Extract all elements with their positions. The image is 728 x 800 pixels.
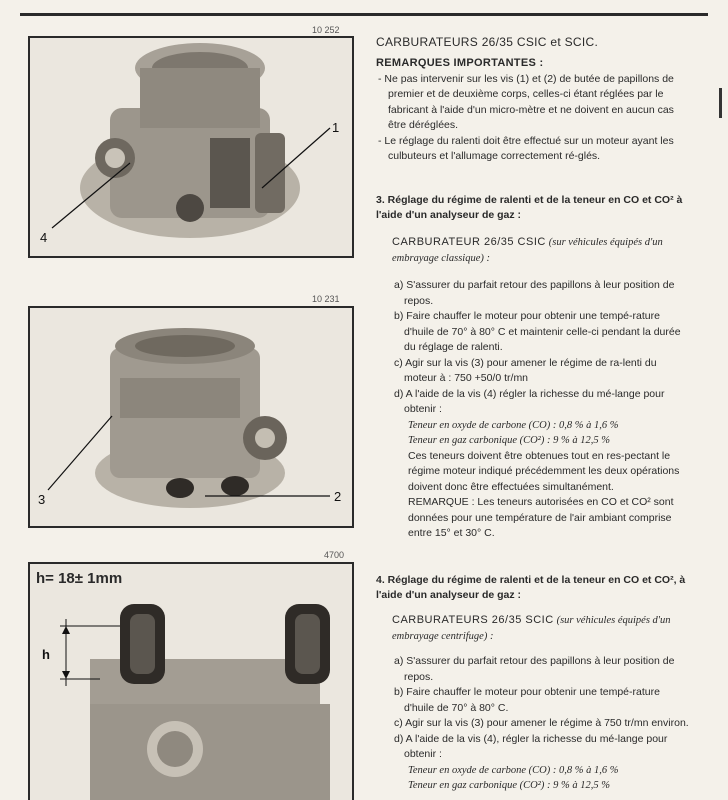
fig3-ref: 4700	[324, 550, 345, 560]
h-marker: h	[42, 647, 50, 662]
s4-co: Teneur en oxyde de carbone (CO) : 0,8 % à 1,6 %	[408, 764, 619, 776]
section-4-subnote: (sur véhicules équipés d'un embrayage centrifuge) :	[392, 615, 671, 642]
s4-co2: Teneur en gaz carbonique (CO²) : 9 % à 12,5 %	[408, 780, 610, 791]
callout-1: 1	[332, 120, 340, 135]
s3-co: Teneur en oxyde de carbone (CO) : 0,8 % à 1,6 %	[408, 419, 619, 431]
s3-item-d: d) A l'aide de la vis (4) régler la richesse du mé-lange pour obtenir :	[394, 387, 665, 415]
margin-tab	[719, 88, 722, 118]
s3-item-b: b) Faire chauffer le moteur pour obtenir une tempé-rature d'huile de 70° à 80° C et maintenir celle-ci pendant la durée du réglage de ralenti.	[394, 310, 681, 353]
s3-note: Ces teneurs doivent être obtenues tout en res-pectant le régime moteur indiqué précédemment les deux opérations doivent donc être effectuées simultanément.	[408, 449, 680, 493]
remarks-block	[376, 56, 692, 165]
callout-2: 2	[334, 489, 342, 504]
section-4	[376, 573, 692, 794]
remarks-heading: REMARQUES IMPORTANTES :	[376, 57, 544, 69]
s4-item-b: b) Faire chauffer le moteur pour obtenir une tempé-rature d'huile de 70° à 80° C.	[394, 686, 660, 714]
remark-1: - Ne pas intervenir sur les vis (1) et (2) de butée de papillons de premier et de deuxième corps, celles-ci étant réglées par le fabricant à l'aide d'un micro-mètre et ne doivent en aucun cas être déréglées.	[378, 72, 674, 131]
s4-item-d: d) A l'aide de la vis (4), régler la richesse du mé-lange pour obtenir :	[394, 732, 668, 760]
s4-item-a: a) S'assurer du parfait retour des papillons à leur position de repos.	[394, 655, 675, 683]
figure-carburetor-top	[28, 36, 354, 258]
remark-2: - Le réglage du ralenti doit être effectué sur un moteur ayant les culbuteurs et l'allumage correctement ré-glés.	[378, 134, 674, 162]
section-4-subtitle: CARBURATEURS 26/35 SCIC	[392, 614, 554, 626]
s3-co2: Teneur en gaz carbonique (CO²) : 9 % à 12,5 %	[408, 435, 610, 446]
section-3-subtitle: CARBURATEUR 26/35 CSIC	[392, 236, 546, 248]
fig2-ref: 10 231	[312, 294, 340, 304]
callout-4: 4	[40, 230, 48, 245]
section-3	[376, 193, 692, 542]
section-3-subnote: (sur véhicules équipés d'un embrayage classique) :	[392, 237, 663, 264]
sidebar-label	[2, 560, 16, 670]
s3-remark: REMARQUE : Les teneurs autorisées en CO et CO² sont données pour une température de l'air ambiant comprise entre 15° et 30° C.	[408, 496, 674, 539]
s3-item-a: a) S'assurer du parfait retour des papillons à leur position de repos.	[394, 279, 675, 307]
s3-item-c: c) Agir sur la vis (3) pour amener le régime de ra-lenti du moteur à : 750 +50/0 tr/mn	[394, 356, 657, 384]
section-3-heading: 3. Réglage du régime de ralenti et de la teneur en CO et CO² à l'aide d'un analyseur de gaz :	[376, 194, 683, 221]
page-title: CARBURATEURS 26/35 CSIC et SCIC.	[376, 35, 599, 49]
float-height-label: h= 18± 1mm	[36, 570, 123, 587]
top-rule	[20, 13, 708, 16]
figure-carburetor-side	[28, 306, 354, 528]
section-4-heading: 4. Réglage du régime de ralenti et de la teneur en CO et CO², à l'aide d'un analyseur de gaz :	[376, 574, 686, 601]
figure-float-level	[28, 562, 354, 800]
s4-item-c: c) Agir sur la vis (3) pour amener le régime à 750 tr/mn environ.	[394, 717, 689, 729]
callout-3: 3	[38, 492, 46, 507]
fig1-ref: 10 252	[312, 25, 340, 35]
